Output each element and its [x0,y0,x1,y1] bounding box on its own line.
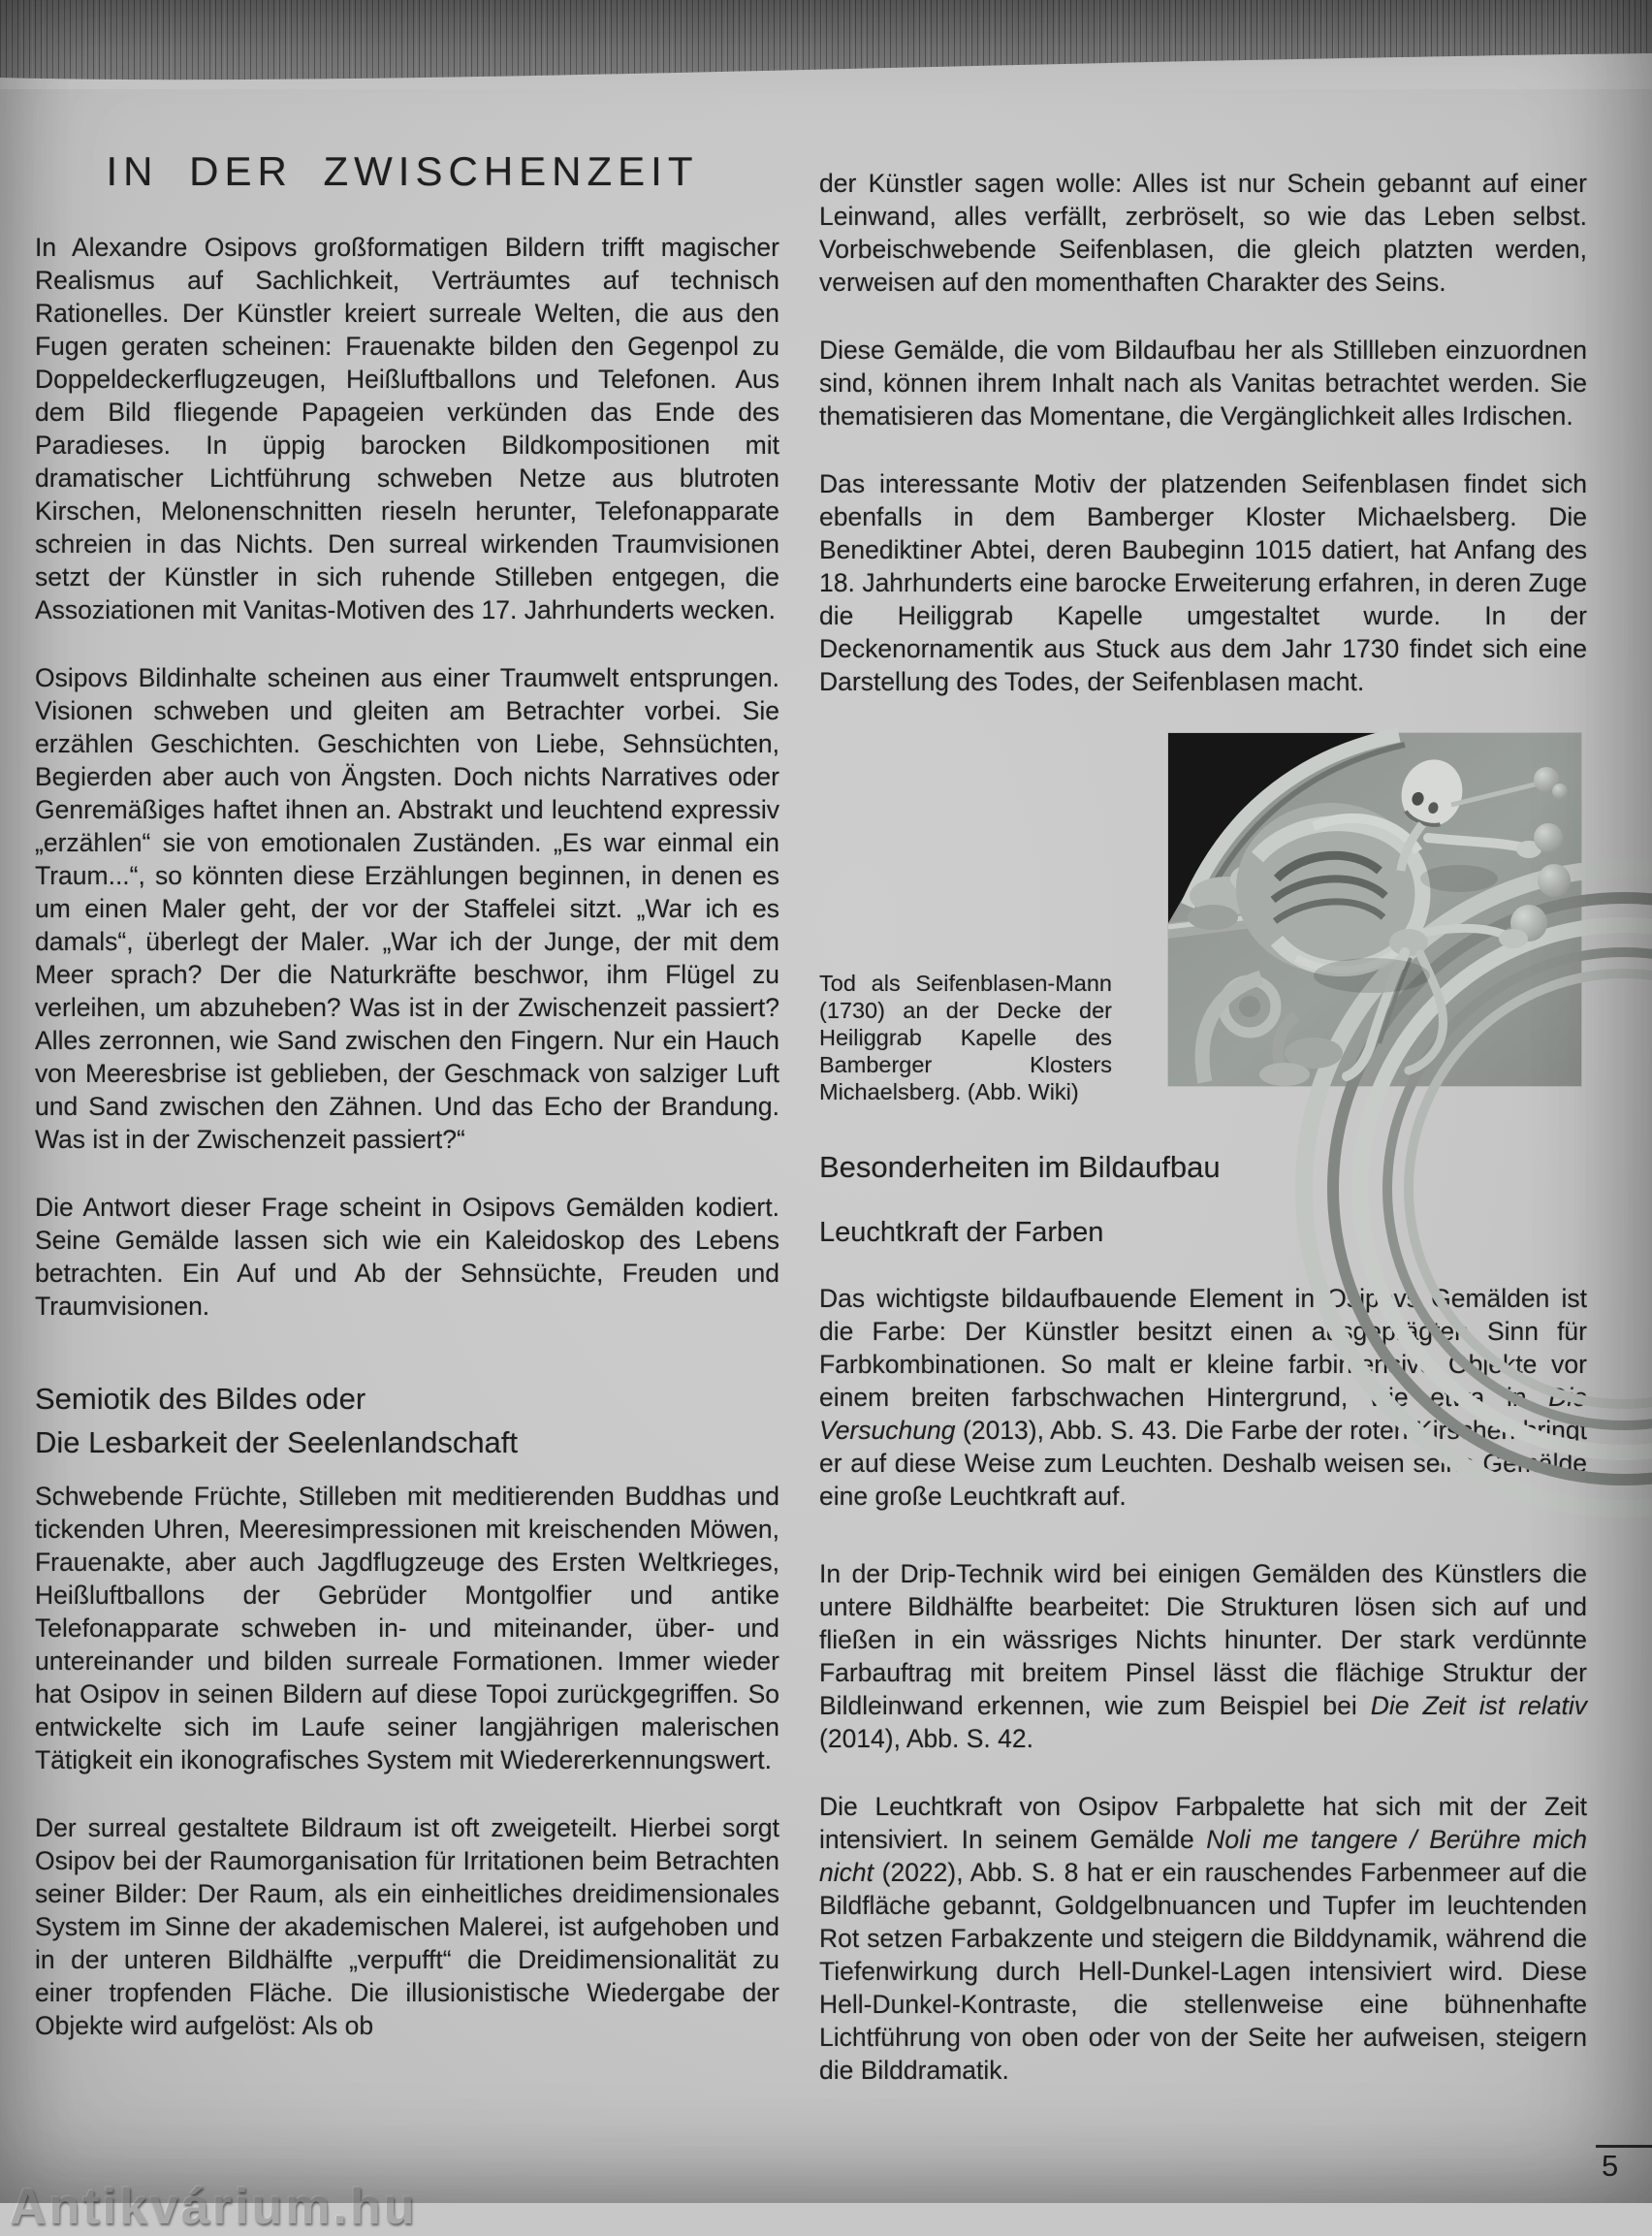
right-column [819,0,1587,2122]
left-column [35,0,779,2077]
subsection-heading-leuchtkraft: Leuchtkraft der Farben [819,1217,1104,1248]
ceiling-stucco-photo [1168,733,1581,1086]
paragraph: Die Antwort dieser Frage scheint in Osipovs Gemälden kodiert. Seine Gemälde lassen sich wie ein Kaleidoskop des Lebens betrachten. Ein Auf und Ab der Sehnsüchte, Freuden und Traumvisionen. [35,1193,779,1321]
page-number-value: 5 [1602,2149,1619,2183]
figure [819,733,1587,1104]
paragraph: Diese Gemälde, die vom Bildaufbau her als Stillleben einzuordnen sind, können ihrem Inhalt nach als Vanitas betrachtet werden. Sie thematisieren das Momentane, die Vergänglichkeit alles Irdischen. [819,335,1587,431]
paragraph: In der Drip-Technik wird bei einigen Gemälden des Künstlers die untere Bildhälfte bearbeitet: Die Strukturen lösen sich auf und fließen in ein wässriges Nichts hinunter. Der stark verdünnte Farbauftrag mit breitem Pinsel lässt die flächige Struktur der Bildleinwand erkennen, wie zum Beispiel bei Die Zeit ist relativ (2014), Abb. S. 42. [819,1559,1587,1753]
paragraph: Das interessante Motiv der platzenden Seifenblasen findet sich ebenfalls in dem Bamberger Kloster Michaelsberg. Die Benediktiner Abtei, deren Baubeginn 1015 datiert, hat Anfang des 18. Jahrhunderts eine barocke Erweiterung erfahren, in deren Zuge die Heiliggrab Kapelle umgestaltet wurde. In der Deckenornamentik aus Stuck aus dem Jahr 1730 findet sich eine Darstellung des Todes, der Seifenblasen macht. [819,469,1587,696]
paragraph: Osipovs Bildinhalte scheinen aus einer Traumwelt entsprungen. Visionen schweben und gleiten am Betrachter vorbei. Sie erzählen Geschichten. Geschichten von Liebe, Sehnsüchten, Begierden aber auch von Ängsten. Doch nichts Narratives oder Genremäßiges haftet ihnen an. Abstrakt und leuchtend expressiv „erzählen“ sie von emotionalen Zuständen. „Es war einmal ein Traum...“, so könnten diese Erzählungen beginnen, in denen es um einen Maler geht, der vor der Staffelei sitzt. „War ich es damals“, überlegt der Maler. „War ich der Junge, der mit dem Meer sprach? Der die Naturkräfte beschwor, ihm Flügel zu verleihen, um abzuheben? Was ist in der Zwischenzeit passiert? Alles zerronnen, wie Sand zwischen den Fingern. Nur ein Hauch von Meeresbrise ist geblieben, der Geschmack von salziger Luft und Sand zwischen den Zähnen. Und das Echo der Brandung. Was ist in der Zwischenzeit passiert?“ [35,663,779,1154]
figure-caption: Tod als Seifenblasen-Mann (1730) an der Decke der Heiliggrab Kapelle des Bamberger Klosters Michaelsberg. (Abb. Wiki) [819,971,1112,1104]
watermark: Antikvárium.hu [10,2179,418,2235]
section-heading-line2: Die Lesbarkeit der Seelenlandschaft [35,1425,519,1459]
page-number [1596,2145,1652,2183]
paragraph: In Alexandre Osipovs großformatigen Bildern trifft magischer Realismus auf Sachlichkeit, Verträumtes auf technisch Rationelles. Der Künstler kreiert surreale Welten, die aus den Fugen geraten scheinen: Frauenakte bilden den Gegenpol zu Doppeldeckerflugzeugen, Heißluftballons und Telefonen. Aus dem Bild fliegende Papageien verkünden das Ende des Paradieses. In üppig barocken Bildkompositionen mit dramatischer Lichtführung schweben Netze aus blutroten Kirschen, Melonenschnitten rieseln herunter, Telefonapparate schreien in das Nichts. Den surreal wirkenden Traumvisionen setzt der Künstler in sich ruhende Stilleben entgegen, die Assoziationen mit Vanitas-Motiven des 17. Jahrhunderts wecken. [35,233,779,624]
paragraph: Das wichtigste bildaufbauende Element in Osipovs Gemälden ist die Farbe: Der Künstler besitzt einen ausgeprägten Sinn für Farbkombinationen. So malt er kleine farbintensive Objekte vor einem breiten farbschwachen Hintergrund, wie etwa in Die Versuchung (2013), Abb. S. 43. Die Farbe der roten Kirschen bringt er auf diese Weise zum Leuchten. Deshalb weisen seine Gemälde eine große Leuchtkraft auf. [819,1284,1587,1511]
section-heading [35,1377,779,1464]
paragraph: Der surreal gestaltete Bildraum ist oft zweigeteilt. Hierbei sorgt Osipov bei der Raumorganisation für Irritationen beim Betrachten seiner Bilder: Der Raum, als ein einheitliches dreidimensionales System im Sinne der akademischen Malerei, ist aufgehoben und in der unteren Bildhälfte „verpufft“ die Dreidimensionalität zu einer tropfenden Fläche. Die illusionistische Wiedergabe der Objekte wird aufgelöst: Als ob [35,1813,779,2040]
section-heading-line1: Semiotik des Bildes oder [35,1382,366,1416]
page-title: IN DER ZWISCHENZEIT [106,148,699,194]
paragraph: Schwebende Früchte, Stilleben mit meditierenden Buddhas und tickenden Uhren, Meeresimpressionen mit kreischenden Möwen, Frauenakte, aber auch Jagdflugzeuge des Ersten Weltkrieges, Heißluftballons der Gebrüder Montgolfier und antike Telefonapparate schweben in- und miteinander, über- und untereinander und bilden surreale Formationen. Immer wieder hat Osipov in seinen Bildern auf diese Topoi zurückgegriffen. So entwickelte sich im Laufe seiner langjährigen malerischen Tätigkeit ein ikonografisches System mit Wiedererkennungswert. [35,1482,779,1774]
section-heading-bildaufbau: Besonderheiten im Bildaufbau [819,1150,1221,1184]
paragraph: der Künstler sagen wolle: Alles ist nur Schein gebannt auf einer Leinwand, alles verfällt, zerbröselt, so wie das Leben selbst. Vorbeischwebende Seifenblasen, die gleich platzten werden, verweisen auf den momenthaften Charakter des Seins. [819,169,1587,297]
paragraph: Die Leuchtkraft von Osipov Farbpalette hat sich mit der Zeit intensiviert. In seinem Gemälde Noli me tangere / Berühre mich nicht (2022), Abb. S. 8 hat er ein rauschendes Farbenmeer auf die Bildfläche gebannt, Goldgelbnuancen und Tupfer im leuchtenden Rot setzen Farbakzente und steigern die Bilddynamik, während die Tiefenwirkung durch Hell-Dunkel-Lagen intensiviert wird. Diese Hell-Dunkel-Kontraste, die stellenweise eine bühnenhafte Lichtführung von oben oder von der Seite her aufweisen, steigern die Bilddramatik. [819,1792,1587,2085]
